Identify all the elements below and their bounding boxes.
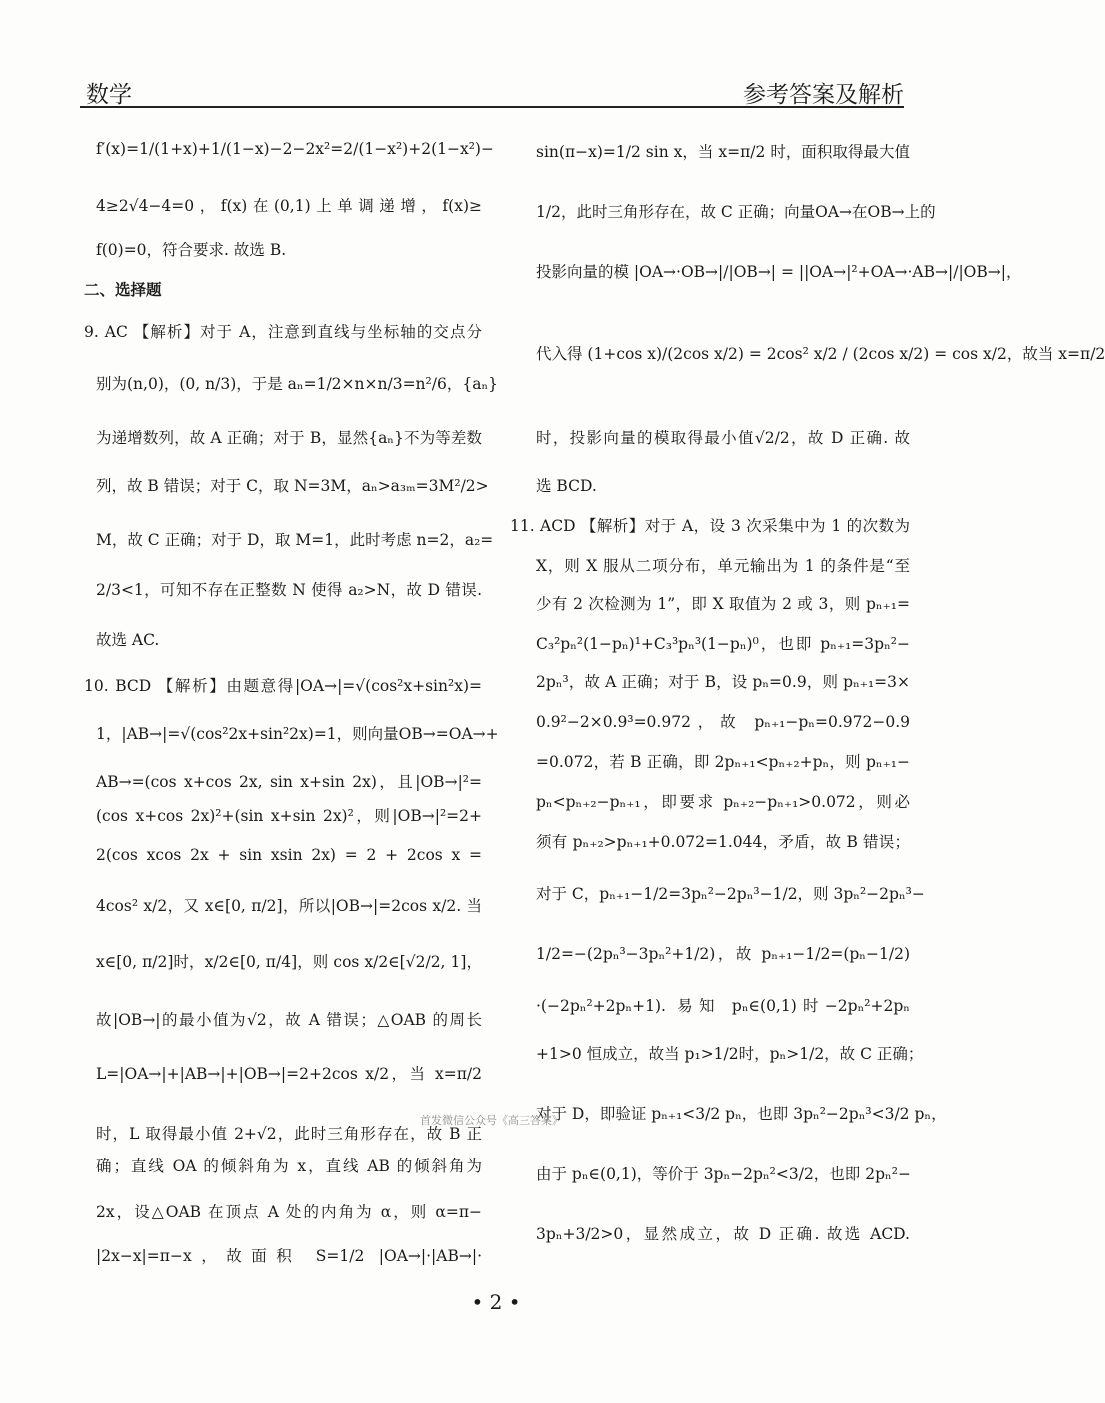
text-line: 选 BCD. [536, 477, 597, 495]
text-line: |2x−x|=π−x，故面积 S=1/2 |OA→|·|AB→|· [96, 1247, 482, 1265]
page-number: • 2 • [471, 1290, 521, 1314]
text-line: 少有 2 次检测为 1”，即 X 取值为 2 或 3，则 pₙ₊₁= [536, 595, 910, 613]
text-line: 故|OB→|的最小值为√2，故 A 错误；△OAB 的周长 [96, 1011, 482, 1029]
text-line: f′(x)=1/(1+x)+1/(1−x)−2−2x²=2/(1−x²)+2(1−x²)− [96, 140, 494, 158]
text-line: 投影向量的模 |OA→·OB→|/|OB→| = ||OA→|²+OA→·AB→|/|OB→|， [536, 263, 1022, 281]
text-line: (cos x+cos 2x)²+(sin x+sin 2x)²，则|OB→|²=2+ [96, 807, 482, 825]
watermark-text: 首发微信公众号《高三答案》 [420, 1114, 563, 1127]
text-line: 别为(n,0)，(0, n/3)，于是 aₙ=1/2×n×n/3=n²/6，{aₙ} [96, 375, 499, 393]
text-line: f(0)=0，符合要求. 故选 B. [96, 241, 287, 259]
text-line: 2pₙ³，故 A 正确；对于 B，设 pₙ=0.9，则 pₙ₊₁=3× [536, 673, 910, 691]
text-line: C₃²pₙ²(1−pₙ)¹+C₃³pₙ³(1−pₙ)⁰，也即 pₙ₊₁=3pₙ²− [536, 635, 910, 653]
text-line: 4cos² x/2，又 x∈[0, π/2]，所以|OB→|=2cos x/2. 当 [96, 897, 482, 915]
text-line: 故选 AC. [96, 631, 160, 649]
section-title: 参考答案及解析 [743, 82, 904, 108]
text-line: x∈[0, π/2]时，x/2∈[0, π/4]，则 cos x/2∈[√2/2, 1]， [96, 953, 482, 971]
text-line: sin(π−x)=1/2 sin x，当 x=π/2 时，面积取得最大值 [536, 143, 910, 161]
text-line: 4≥2√4−4=0，f(x)在(0,1)上单调递增，f(x)≥ [96, 197, 482, 215]
text-line: 确；直线 OA 的倾斜角为 x，直线 AB 的倾斜角为 [96, 1157, 482, 1175]
text-line: 0.9²−2×0.9³=0.972，故 pₙ₊₁−pₙ=0.972−0.9 [536, 713, 910, 731]
text-line: 10. BCD 【解析】由题意得|OA→|=√(cos²x+sin²x)= [84, 677, 482, 695]
text-line: 时，L 取得最小值 2+√2，此时三角形存在，故 B 正 [96, 1125, 482, 1143]
text-line: 对于 C，pₙ₊₁−1/2=3pₙ²−2pₙ³−1/2，则 3pₙ²−2pₙ³− [536, 885, 925, 903]
text-line: AB→=(cos x+cos 2x, sin x+sin 2x)，且|OB→|²= [96, 773, 482, 791]
text-line: 9. AC 【解析】对于 A，注意到直线与坐标轴的交点分 [84, 323, 482, 341]
text-line: 2(cos xcos 2x + sin xsin 2x) = 2 + 2cos x = [96, 846, 482, 864]
text-line: 3pₙ+3/2>0，显然成立，故 D 正确. 故选 ACD. [536, 1225, 910, 1243]
text-line: 1，|AB→|=√(cos²2x+sin²2x)=1，则向量OB→=OA→+ [96, 725, 499, 743]
text-line: 1/2=−(2pₙ³−3pₙ²+1/2)，故 pₙ₊₁−1/2=(pₙ−1/2) [536, 945, 910, 963]
text-line: 列，故 B 错误；对于 C，取 N=3M，aₙ>a₃ₘ=3M²/2> [96, 477, 489, 495]
text-line: 时，投影向量的模取得最小值√2/2，故 D 正确. 故 [536, 429, 910, 447]
text-line: +1>0 恒成立，故当 p₁>1/2时，pₙ>1/2，故 C 正确； [536, 1045, 924, 1063]
text-line: ·(−2pₙ²+2pₙ+1). 易知 pₙ∈(0,1)时−2pₙ²+2pₙ [536, 997, 910, 1015]
page-header [80, 74, 904, 106]
text-line: X，则 X 服从二项分布，单元输出为 1 的条件是“至 [536, 557, 910, 575]
text-line: 代入得 (1+cos x)/(2cos x/2) = 2cos² x/2 / (2cos x/2) = cos x/2，故当 x=π/2 [536, 345, 1105, 363]
text-line: =0.072，若 B 正确，即 2pₙ₊₁<pₙ₊₂+pₙ，则 pₙ₊₁− [536, 753, 910, 771]
text-line: M，故 C 正确；对于 D，取 M=1，此时考虑 n=2，a₂= [96, 531, 494, 549]
text-line: 对于 D，即验证 pₙ₊₁<3/2 pₙ，也即 3pₙ²−2pₙ³<3/2 pₙ， [536, 1105, 947, 1123]
text-line: 为递增数列，故 A 正确；对于 B，显然{aₙ}不为等差数 [96, 429, 482, 447]
text-line: pₙ<pₙ₊₂−pₙ₊₁，即要求 pₙ₊₂−pₙ₊₁>0.072，则必 [536, 793, 910, 811]
text-line: 2x，设△OAB 在顶点 A 处的内角为 α，则 α=π− [96, 1203, 482, 1221]
text-line: L=|OA→|+|AB→|+|OB→|=2+2cos x/2，当 x=π/2 [96, 1065, 482, 1083]
section-heading: 二、选择题 [84, 281, 162, 299]
text-line: 由于 pₙ∈(0,1)，等价于 3pₙ−2pₙ²<3/2，也即 2pₙ²− [536, 1165, 911, 1183]
text-line: 11. ACD 【解析】对于 A，设 3 次采集中为 1 的次数为 [510, 517, 910, 535]
header-rule [80, 106, 904, 108]
text-line: 须有 pₙ₊₂>pₙ₊₁+0.072=1.044，矛盾，故 B 错误； [536, 833, 910, 851]
text-line: 2/3<1，可知不存在正整数 N 使得 a₂>N，故 D 错误. [96, 581, 482, 599]
subject-title: 数学 [86, 82, 132, 108]
text-line: 1/2，此时三角形存在，故 C 正确；向量OA→在OB→上的 [536, 203, 936, 221]
